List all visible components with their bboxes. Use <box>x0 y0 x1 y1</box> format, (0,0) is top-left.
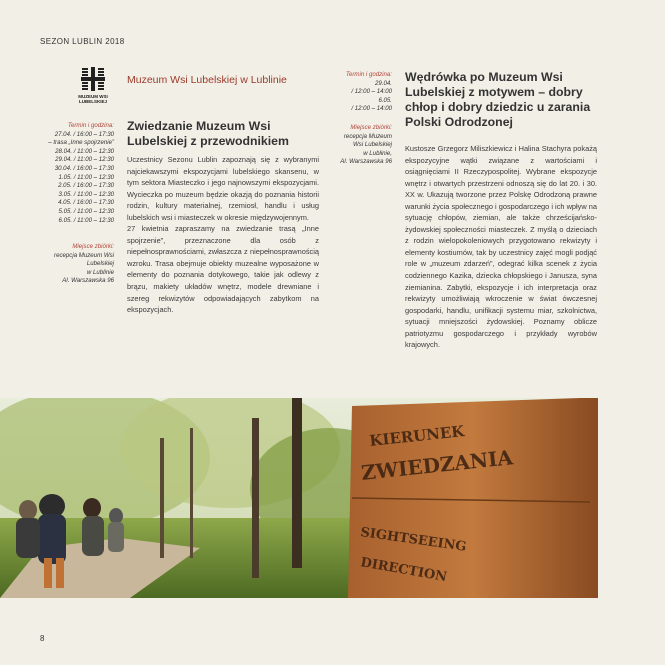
event2-term-label: Termin i godzina: <box>345 71 392 78</box>
event1-place-line: Al. Warszawska 96 <box>62 277 114 285</box>
event1-description <box>127 154 319 316</box>
event1-date: 3.05. / 11:00 – 12:30 <box>58 190 114 198</box>
sign-text-line4: DIRECTION <box>359 555 448 586</box>
photo-scene <box>0 398 598 598</box>
event2-place-label: Miejsce zbiórki: <box>350 124 392 131</box>
event1-date: 5.05. / 11:00 – 12:30 <box>58 207 114 215</box>
event1-date: 27.04. / 16:00 – 17:30 <box>54 130 114 138</box>
event1-title <box>127 119 322 149</box>
event2-title-line1: Wędrówka po Muzeum Wsi <box>405 70 563 84</box>
event1-date: 1.05. / 11:00 – 12:30 <box>58 173 114 181</box>
event2-description <box>405 143 597 351</box>
event1-title-line2: Lubelskiej z przewodnikiem <box>127 134 289 148</box>
event1-place-line: Lubelskiej <box>86 260 114 268</box>
event2-title <box>405 70 597 130</box>
event1-title-line1: Zwiedzanie Muzeum Wsi <box>127 119 271 133</box>
event2-date: / 12:00 – 14:00 <box>351 105 392 113</box>
sign-text-line3: SIGHTSEEING <box>359 525 468 555</box>
event1-paragraph1: Uczestnicy Sezonu Lublin zapoznają się z wybranymi najciekawszymi ekspozycjami lubelskiego skansenu, w tym sektora Miasteczko i jego najnowszymi ekspozycjami. Wycieczka po muzeum będzie okazją do poznania historii rodzin, kultury materialnej, rzemiosł, handlu i usług lubelskich wsi i miasteczek w okresie międzywojennym. <box>127 155 319 222</box>
event2-date: 6.05. <box>378 96 392 104</box>
event2-title-line3: chłop i dobry dziedzic u zarania <box>405 100 591 114</box>
event1-date: 4.05. / 16:00 – 17:30 <box>58 199 114 207</box>
event2-date: / 12:00 – 14:00 <box>351 88 392 96</box>
organization-name: Muzeum Wsi Lubelskiej w Lublinie <box>127 74 287 86</box>
museum-photo <box>0 398 598 598</box>
page-number: 8 <box>40 634 45 643</box>
event2-place-line: Al. Warszawska 96 <box>340 158 392 166</box>
event1-date: 30.04. / 16:00 – 17:30 <box>54 164 114 172</box>
museum-emblem-icon <box>80 66 106 92</box>
event1-term-label: Termin i godzina: <box>67 122 114 129</box>
event1-date: 28.04. / 11:00 – 12:30 <box>55 147 114 155</box>
event1-place-line: w Lublinie <box>86 268 114 276</box>
event1-date: 29.04. / 11:00 – 12:30 <box>55 156 114 164</box>
museum-logo <box>74 66 112 104</box>
event2-schedule <box>312 71 392 114</box>
event2-title-line4: Polski Odrodzonej <box>405 115 513 129</box>
event2-place-line: Wsi Lubelskiej <box>353 141 392 149</box>
event1-date: 2.05. / 16:00 – 17:30 <box>58 182 114 190</box>
event2-place <box>322 124 392 167</box>
event1-schedule <box>28 122 114 225</box>
event2-place-line: w Lublinie, <box>363 149 392 157</box>
event2-paragraph: Kustosze Grzegorz Miliszkiewicz i Halina Stachyra pokażą ekspozycyjne wątki związane z wartościami i osiągnięciami II Rzeczypospolitej. Wybrane ekspozycje wnętrz i otwartych przestrzeni odnoszą się do lat 20. i 30. XX w. Ukazują tworzone przez Polskę Odrodzoną prawne warunki życia społecznego i gospodarczego i ich wpływ na sytuację chłopów, ziemian, ale także chrześcijańsko-żydowskiej społeczności miasteczek. Z myślą o dzieciach z rodzin wielopokoleniowych przygotowano rekwizyty i elementy kostiumów, tak by uczestnicy zajęć mogli podjąć role w „muzeum zdarzeń”, odegrać kilka scenek z życia codziennego Kazika, dziecka chłopskiego i Janusza, syna ziemianina. Zabytki, ekspozycje i ich interpretacja oraz rekwizyty umożliwiają wkroczenie w świat ówczesnej gospodarki, handlu, unifikacji systemu miar, szkolnictwa, sytuacji mniejszości żydowskiej. Poznamy oblicze patriotyzmu gospodarczego i przykłady wyrobów krajowych. <box>405 144 597 350</box>
event1-date: 6.05. / 11:00 – 12:30 <box>58 216 114 224</box>
logo-line1: MUZEUM WSI <box>78 94 108 99</box>
event2-date: 29.04. <box>375 79 392 87</box>
event2-place-line: recepcja Muzeum <box>343 132 392 140</box>
logo-line2: LUBELSKIEJ <box>78 99 107 104</box>
event1-place-line: recepcja Muzeum Wsi <box>54 251 114 259</box>
event1-place-label: Miejsce zbiórki: <box>72 243 114 250</box>
sign-text-line1: KIERUNEK <box>368 422 466 450</box>
sign-text-line2: ZWIEDZANIA <box>360 445 514 485</box>
event1-place <box>40 243 114 286</box>
event1-paragraph2: 27 kwietnia zapraszamy na zwiedzanie trasą „Inne spojrzenie”, przeznaczone dla osób z niepełnosprawnościami, zwłaszcza z niepełnosprawnością wzroku. Trasa obejmuje obiekty muzealne wyposażone w elementy do poznania dotykowego, takie jak odlewy z brązu, makiety układów wnętrz, modele drewniane i szereg rekwizytów odpowiadających zabytkom na ekspozycjach. <box>127 224 319 315</box>
event2-title-line2: Lubelskiej z motywem – dobry <box>405 85 583 99</box>
section-header: SEZON LUBLIN 2018 <box>40 37 125 46</box>
event1-date: – trasa „Inne spojrzenie” <box>48 139 114 147</box>
